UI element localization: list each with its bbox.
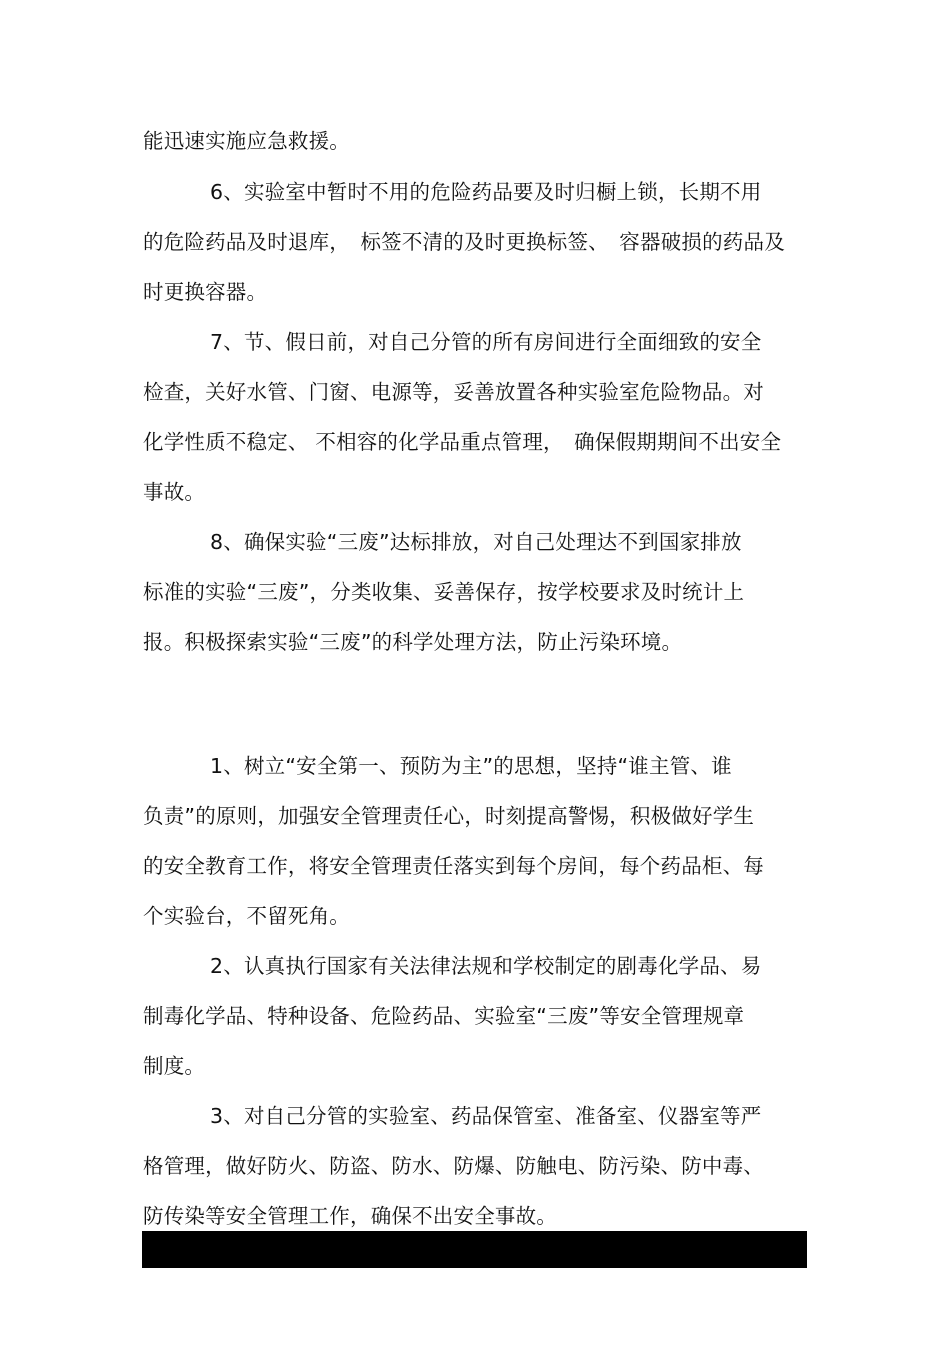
text-line: 事故。 [143,480,206,504]
text-line: 标准的实验“三废”，分类收集、妥善保存，按学校要求及时统计上 [143,580,745,604]
text-line: 报。积极探索实验“三废”的科学处理方法，防止污染环境。 [143,630,683,654]
text-line: 防传染等安全管理工作，确保不出安全事故。 [143,1204,557,1228]
text-line: 制度。 [143,1054,206,1078]
paragraph-3-line-1: 3、对自己分管的实验室、药品保管室、准备室、仪器室等严 [210,1104,762,1128]
paragraph-1-line-1: 1、树立“安全第一、预防为主”的思想，坚持“谁主管、谁 [210,754,732,778]
text-line: 的安全教育工作，将安全管理责任落实到每个房间，每个药品柜、每 [143,854,764,878]
text-line: 检查，关好水管、门窗、电源等，妥善放置各种实验室危险物品。对 [143,380,764,404]
text-line: 时更换容器。 [143,280,268,304]
paragraph-6-line-1: 6、实验室中暂时不用的危险药品要及时归橱上锁，长期不用 [210,180,762,204]
text-line: 负责”的原则，加强安全管理责任心，时刻提高警惕，积极做好学生 [143,804,755,828]
redaction-bar [142,1231,807,1268]
text-line: 格管理，做好防火、防盗、防水、防爆、防触电、防污染、防中毒、 [143,1154,764,1178]
text-line: 个实验台，不留死角。 [143,904,350,928]
text-line: 制毒化学品、特种设备、危险药品、实验室“三废”等安全管理规章 [143,1004,745,1028]
paragraph-7-line-1: 7、节、假日前，对自己分管的所有房间进行全面细致的安全 [210,330,762,354]
paragraph-2-line-1: 2、认真执行国家有关法律法规和学校制定的剧毒化学品、易 [210,954,762,978]
paragraph-8-line-1: 8、确保实验“三废”达标排放，对自己处理达不到国家排放 [210,530,742,554]
text-line: 化学性质不稳定、 不相容的化学品重点管理， 确保假期期间不出安全 [143,430,782,454]
text-line: 的危险药品及时退库， 标签不清的及时更换标签、 容器破损的药品及 [143,230,785,254]
text-line: 能迅速实施应急救援。 [143,129,350,153]
